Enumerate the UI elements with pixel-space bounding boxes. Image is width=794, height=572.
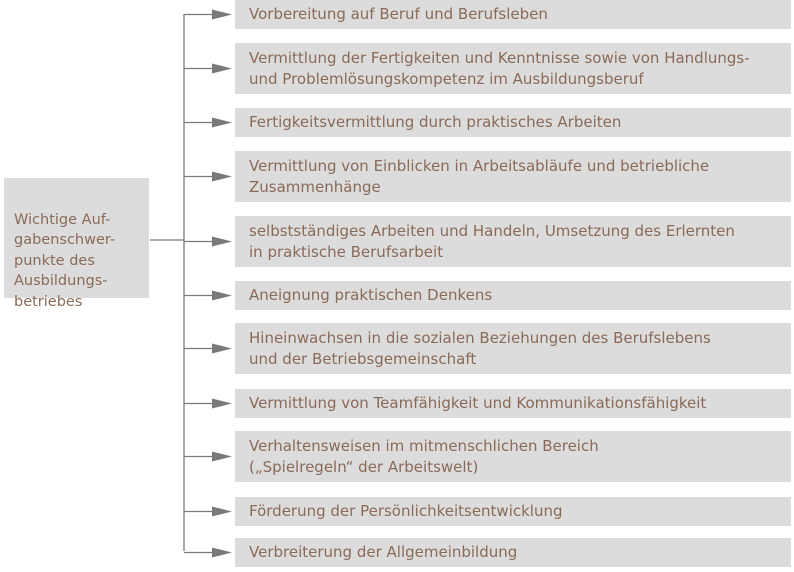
task-item-box bbox=[235, 497, 791, 526]
task-item-box bbox=[235, 389, 791, 418]
task-item-box bbox=[235, 108, 791, 137]
arrow-head-icon bbox=[212, 507, 232, 517]
task-item-box bbox=[235, 323, 791, 374]
task-item-box bbox=[235, 0, 791, 29]
arrow-head-icon bbox=[212, 118, 232, 128]
arrow-head-icon bbox=[212, 10, 232, 20]
arrow-head-icon bbox=[212, 548, 232, 558]
task-item-label: Vermittlung von Einblicken in Arbeitsabläufe und betriebliche Zusammenhänge bbox=[249, 156, 710, 196]
source-box bbox=[4, 178, 149, 310]
task-item-label: Verhaltensweisen im mitmenschlichen Bereich („Spielregeln“ der Arbeitswelt) bbox=[249, 436, 599, 476]
arrow-head-icon bbox=[212, 64, 232, 74]
arrow-head-icon bbox=[212, 172, 232, 182]
task-item-label: Vermittlung der Fertigkeiten und Kenntnisse sowie von Handlungs- und Problemlösungskompetenz im Ausbildungsberuf bbox=[249, 48, 750, 88]
source-label: Wichtige Auf- gabenschwer- punkte des Ausbildungs- betriebes bbox=[14, 211, 116, 310]
task-item-box bbox=[235, 151, 791, 202]
task-item-box bbox=[235, 431, 791, 482]
task-item-label: Fertigkeitsvermittlung durch praktisches Arbeiten bbox=[249, 113, 622, 131]
task-item-label: Hineinwachsen in die sozialen Beziehungen des Berufslebens und der Betriebsgemeinschaft bbox=[249, 328, 711, 368]
task-item-box bbox=[235, 216, 791, 267]
task-item-box bbox=[235, 281, 791, 310]
arrow-head-icon bbox=[212, 291, 232, 301]
arrow-head-icon bbox=[212, 399, 232, 409]
task-item-label: Förderung der Persönlichkeitsentwicklung bbox=[249, 502, 563, 520]
task-item-box bbox=[235, 43, 791, 94]
arrow-head-icon bbox=[212, 237, 232, 247]
task-item-label: selbstständiges Arbeiten und Handeln, Umsetzung des Erlernten in praktische Berufsarbeit bbox=[249, 221, 735, 261]
task-item-label: Vermittlung von Teamfähigkeit und Kommunikationsfähigkeit bbox=[249, 394, 707, 412]
arrow-head-icon bbox=[212, 452, 232, 462]
arrow-head-icon bbox=[212, 344, 232, 354]
task-item-label: Vorbereitung auf Beruf und Berufsleben bbox=[249, 5, 548, 23]
task-item-label: Aneignung praktischen Denkens bbox=[249, 286, 493, 304]
task-item-label: Verbreiterung der Allgemeinbildung bbox=[249, 543, 518, 561]
task-item-box bbox=[235, 538, 791, 567]
